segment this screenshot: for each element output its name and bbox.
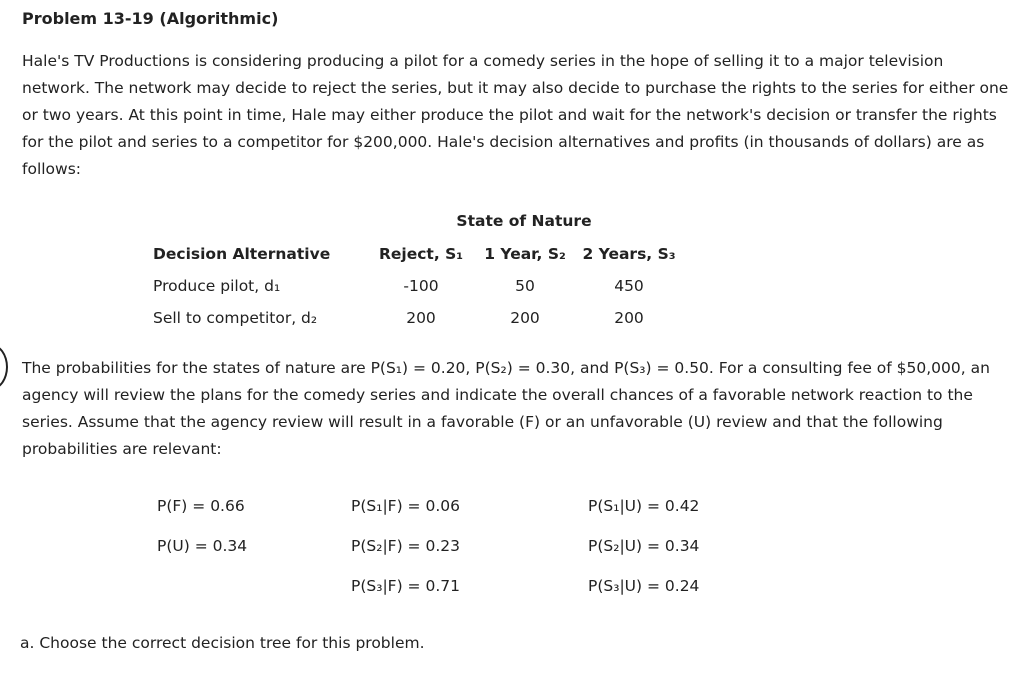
intro-line: Hale's TV Productions is considering producing a pilot for a comedy series in the hope of selling it to a major television (22, 52, 944, 70)
cell-d1-s2: 50 (515, 277, 535, 295)
left-bracket-decoration (0, 344, 8, 390)
prob-s3-given-u: P(S₃|U) = 0.24 (588, 577, 700, 595)
prob-line: series. Assume that the agency review will result in a favorable (F) or an unfavorable (U) review and that the following (22, 413, 943, 431)
col-header-s2: 1 Year, S₂ (484, 245, 566, 263)
col-header-s1: Reject, S₁ (378, 245, 464, 263)
cell-d2-s1: 200 (406, 309, 436, 327)
cell-d2-s3: 200 (614, 309, 644, 327)
prob-s1-given-f: P(S₁|F) = 0.06 (351, 497, 460, 515)
intro-line: for the pilot and series to a competitor for $200,000. Hale's decision alternatives and profits (in thousands of dollars) are as (22, 133, 985, 151)
intro-line: or two years. At this point in time, Hale may either produce the pilot and wait for the network's decision or transfer the rights (22, 106, 997, 124)
prob-line: agency will review the plans for the comedy series and indicate the overall chances of a favorable network reaction to the (22, 386, 973, 404)
cell-d1-s1: -100 (403, 277, 439, 295)
prob-f: P(F) = 0.66 (157, 497, 245, 515)
intro-line: follows: (22, 160, 82, 178)
col-header-s3: 2 Years, S₃ (582, 245, 676, 263)
prob-s2-given-f: P(S₂|F) = 0.23 (351, 537, 460, 555)
prob-u: P(U) = 0.34 (157, 537, 248, 555)
prob-s1-given-u: P(S₁|U) = 0.42 (588, 497, 700, 515)
row-label-d1: Produce pilot, d₁ (153, 277, 281, 295)
decision-alternative-header: Decision Alternative (153, 245, 331, 263)
prob-line: probabilities are relevant: (22, 440, 222, 458)
cell-d2-s2: 200 (510, 309, 540, 327)
prob-line: The probabilities for the states of nature are P(S₁) = 0.20, P(S₂) = 0.30, and P(S₃) = 0.50. For a consulting fee of $50,000, an (22, 359, 990, 377)
question-a: a. Choose the correct decision tree for this problem. (20, 634, 425, 652)
probability-paragraph (22, 355, 1020, 463)
row-label-d2: Sell to competitor, d₂ (153, 309, 318, 327)
cell-d1-s3: 450 (614, 277, 644, 295)
problem-title: Problem 13-19 (Algorithmic) (22, 9, 279, 28)
intro-paragraph (22, 48, 1020, 183)
state-of-nature-header: State of Nature (456, 212, 592, 230)
prob-s3-given-f: P(S₃|F) = 0.71 (351, 577, 460, 595)
intro-line: network. The network may decide to reject the series, but it may also decide to purchase the rights to the series for either one (22, 79, 1009, 97)
prob-s2-given-u: P(S₂|U) = 0.34 (588, 537, 700, 555)
